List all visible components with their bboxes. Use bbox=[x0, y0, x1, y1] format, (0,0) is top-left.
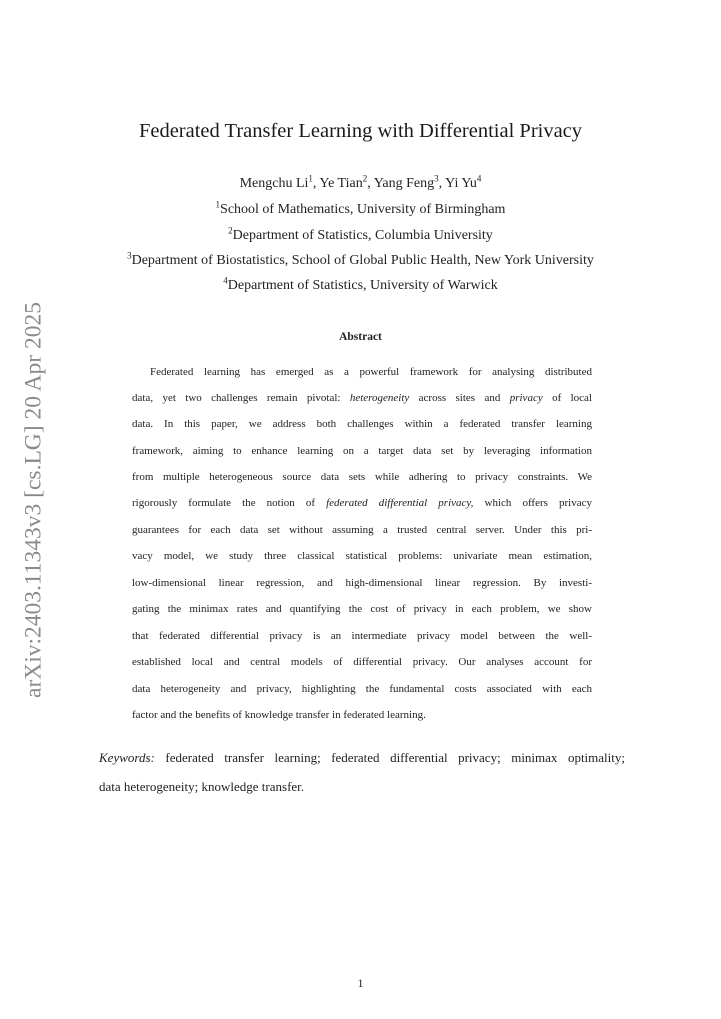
abstract-text: of local bbox=[542, 392, 592, 404]
affiliation-2 bbox=[0, 225, 721, 244]
abstract-line: that federated differential privacy is an intermediate privacy model between the well- bbox=[132, 630, 592, 642]
affiliation-marker: 2 bbox=[228, 225, 233, 236]
affiliation-text: Department of Statistics, University of Warwick bbox=[227, 278, 498, 293]
author-name: Ye Tian bbox=[319, 176, 363, 191]
abstract-line: established local and central models of differential privacy. Our analyses account for bbox=[132, 656, 592, 668]
abstract-text: rigorously formulate the notion of bbox=[132, 497, 327, 509]
author-name: Mengchu Li bbox=[239, 176, 309, 191]
abstract-line: vacy model, we study three classical statistical problems: univariate mean estimation, bbox=[132, 550, 592, 562]
affiliation-marker: 4 bbox=[476, 173, 482, 184]
abstract-line: low-dimensional linear regression, and high-dimensional linear regression. By investi- bbox=[132, 577, 592, 589]
affiliation-4 bbox=[0, 275, 721, 294]
abstract-heading: Abstract bbox=[339, 331, 382, 343]
affiliation-marker: 2 bbox=[362, 173, 368, 184]
arxiv-identifier: arXiv:2403.11343v3 [cs.LG] 20 Apr 2025 bbox=[20, 302, 47, 698]
abstract-line: guarantees for each data set without assuming a trusted central server. Under this pri- bbox=[132, 524, 592, 536]
affiliation-marker: 3 bbox=[127, 250, 132, 261]
abstract-line: gating the minimax rates and quantifying the cost of privacy in each problem, we show bbox=[132, 603, 592, 615]
abstract-line: factor and the benefits of knowledge transfer in federated learning. bbox=[132, 709, 426, 721]
author-name: Yi Yu bbox=[445, 176, 477, 191]
abstract-line bbox=[132, 497, 592, 513]
affiliation-text: School of Mathematics, University of Birmingham bbox=[220, 202, 506, 217]
abstract-line: data. In this paper, we address both challenges within a federated transfer learning bbox=[132, 418, 592, 430]
paper-title: Federated Transfer Learning with Differential Privacy bbox=[138, 120, 583, 142]
keywords-line bbox=[99, 750, 625, 766]
abstract-text: across sites and bbox=[409, 392, 510, 404]
keywords-label: Keywords: bbox=[99, 750, 155, 765]
abstract-emphasis: federated differential privacy, bbox=[326, 497, 474, 509]
abstract-line: framework, aiming to enhance learning on a target data set by leveraging information bbox=[132, 445, 592, 457]
abstract-emphasis: heterogeneity bbox=[349, 392, 410, 404]
author-name: Yang Feng bbox=[373, 176, 435, 191]
abstract-emphasis: privacy bbox=[509, 392, 543, 404]
affiliation-marker: 4 bbox=[223, 275, 228, 286]
abstract-line: data heterogeneity and privacy, highlighting the fundamental costs associated with each bbox=[132, 683, 592, 695]
affiliation-text: Department of Statistics, Columbia University bbox=[232, 228, 493, 243]
page-number: 1 bbox=[357, 976, 364, 990]
author-list: Mengchu Li$^1$, Ye Tian$^2$, Yang Feng$^3$, Yi Yu$^4$ bbox=[239, 173, 482, 191]
affiliation-text: Department of Biostatistics, School of Global Public Health, New York University bbox=[131, 253, 594, 268]
affiliation-marker: 1 bbox=[308, 173, 313, 184]
affiliation-1 bbox=[0, 199, 721, 218]
affiliation-3 bbox=[0, 250, 721, 269]
abstract-text: which offers privacy bbox=[473, 497, 592, 509]
keywords-text: federated transfer learning; federated differential privacy; minimax optimality; bbox=[165, 750, 626, 765]
affiliation-marker: 1 bbox=[215, 199, 221, 210]
abstract-line bbox=[132, 392, 592, 408]
affiliation-marker: 3 bbox=[434, 173, 439, 184]
abstract-text: data, yet two challenges remain pivotal: bbox=[132, 392, 350, 404]
abstract-line: Federated learning has emerged as a powerful framework for analysing distributed bbox=[150, 366, 592, 378]
arxiv-sidebar-stamp bbox=[15, 302, 53, 698]
abstract-line: from multiple heterogeneous source data sets while adhering to privacy constraints. We bbox=[132, 471, 592, 483]
keywords-line: data heterogeneity; knowledge transfer. bbox=[99, 779, 305, 794]
